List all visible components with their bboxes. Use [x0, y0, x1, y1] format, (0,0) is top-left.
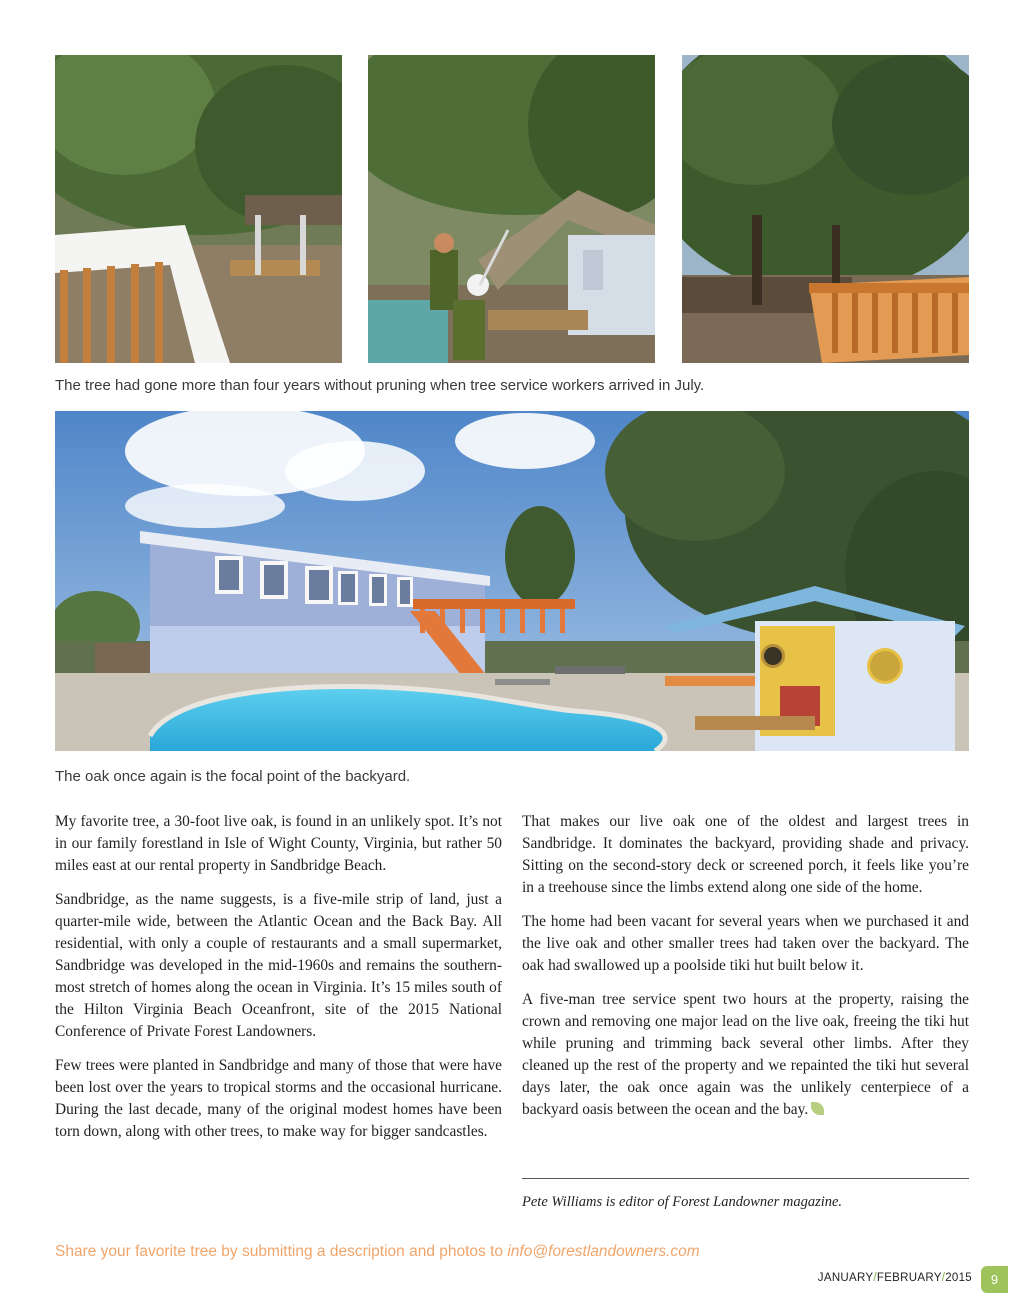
byline-divider [522, 1178, 969, 1179]
issue-separator: / [873, 1272, 877, 1284]
article-paragraph-text: A five-man tree service spent two hours at the property, raising the crown and removing one major lead on the live oak, freeing the tiki hut while pruning and trimming back several other limbs. After they cleaned up the rest of the property and we repainted the tiki hut several days later, the oak once again was the unlikely centerpiece of a backyard oasis between the ocean and the bay. [522, 991, 969, 1118]
article-left-column [55, 811, 502, 1155]
article-paragraph: The home had been vacant for several years when we purchased it and the live oak and other smaller trees had taken over the backyard. The oak had swallowed up a poolside tiki hut built below it. [522, 913, 969, 974]
share-text: Share your favorite tree by submitting a description and photos to [55, 1243, 508, 1260]
article-paragraph: Sandbridge, as the name suggests, is a five-mile strip of land, just a quarter-mile wide, between the Atlantic Ocean and the Back Bay. All residential, with only a couple of restaurants and a small supermarket, Sandbridge was developed in the mid-1960s and remains the southern-most stretch of homes along the ocean in Virginia. It’s 15 miles south of the Hilton Virginia Beach Oceanfront, site of the 2015 National Conference of Private Forest Landowners. [55, 891, 502, 1040]
article-paragraph: My favorite tree, a 30-foot live oak, is found in an unlikely spot. It’s not in our family forestland in Isle of Wight County, Virginia, but rather 50 miles east at our rental property in Sandbridge Beach. [55, 813, 502, 874]
issue-date [818, 1272, 972, 1284]
author-byline: Pete Williams is editor of Forest Landowner magazine. [522, 1194, 843, 1210]
photo-oak-and-deck [682, 55, 969, 363]
article-paragraph-final [522, 989, 969, 1121]
share-email-link[interactable]: info@forestlandowners.com [507, 1243, 700, 1260]
photo-workers-pruning [368, 55, 655, 363]
issue-year: 2015 [945, 1272, 972, 1284]
main-photo-caption: The oak once again is the focal point of the backyard. [55, 768, 411, 785]
issue-separator: / [941, 1272, 946, 1284]
issue-month-1: JANUARY [817, 1272, 874, 1284]
article-right-column [522, 811, 969, 1133]
issue-month-2: FEBRUARY [876, 1272, 942, 1284]
share-callout [55, 1243, 700, 1261]
article-paragraph: Few trees were planted in Sandbridge and many of those that were have been lost over the years to tropical storms and the occasional hurricane. During the last decade, many of the original modest homes have been torn down, along with other trees, to make way for bigger sandcastles. [55, 1057, 502, 1140]
article-paragraph: That makes our live oak one of the oldest and largest trees in Sandbridge. It dominates the backyard, providing shade and privacy. Sitting on the second-story deck or screened porch, it feels like you’re in a treehouse since the limbs extend along one side of the home. [522, 813, 969, 896]
leaf-end-mark-icon [811, 1102, 824, 1115]
photo-backyard-panorama [55, 411, 969, 751]
page-number: 9 [981, 1266, 1008, 1293]
photo-tree-over-railing [55, 55, 342, 363]
top-photos-caption: The tree had gone more than four years without pruning when tree service workers arrived in July. [55, 377, 705, 394]
